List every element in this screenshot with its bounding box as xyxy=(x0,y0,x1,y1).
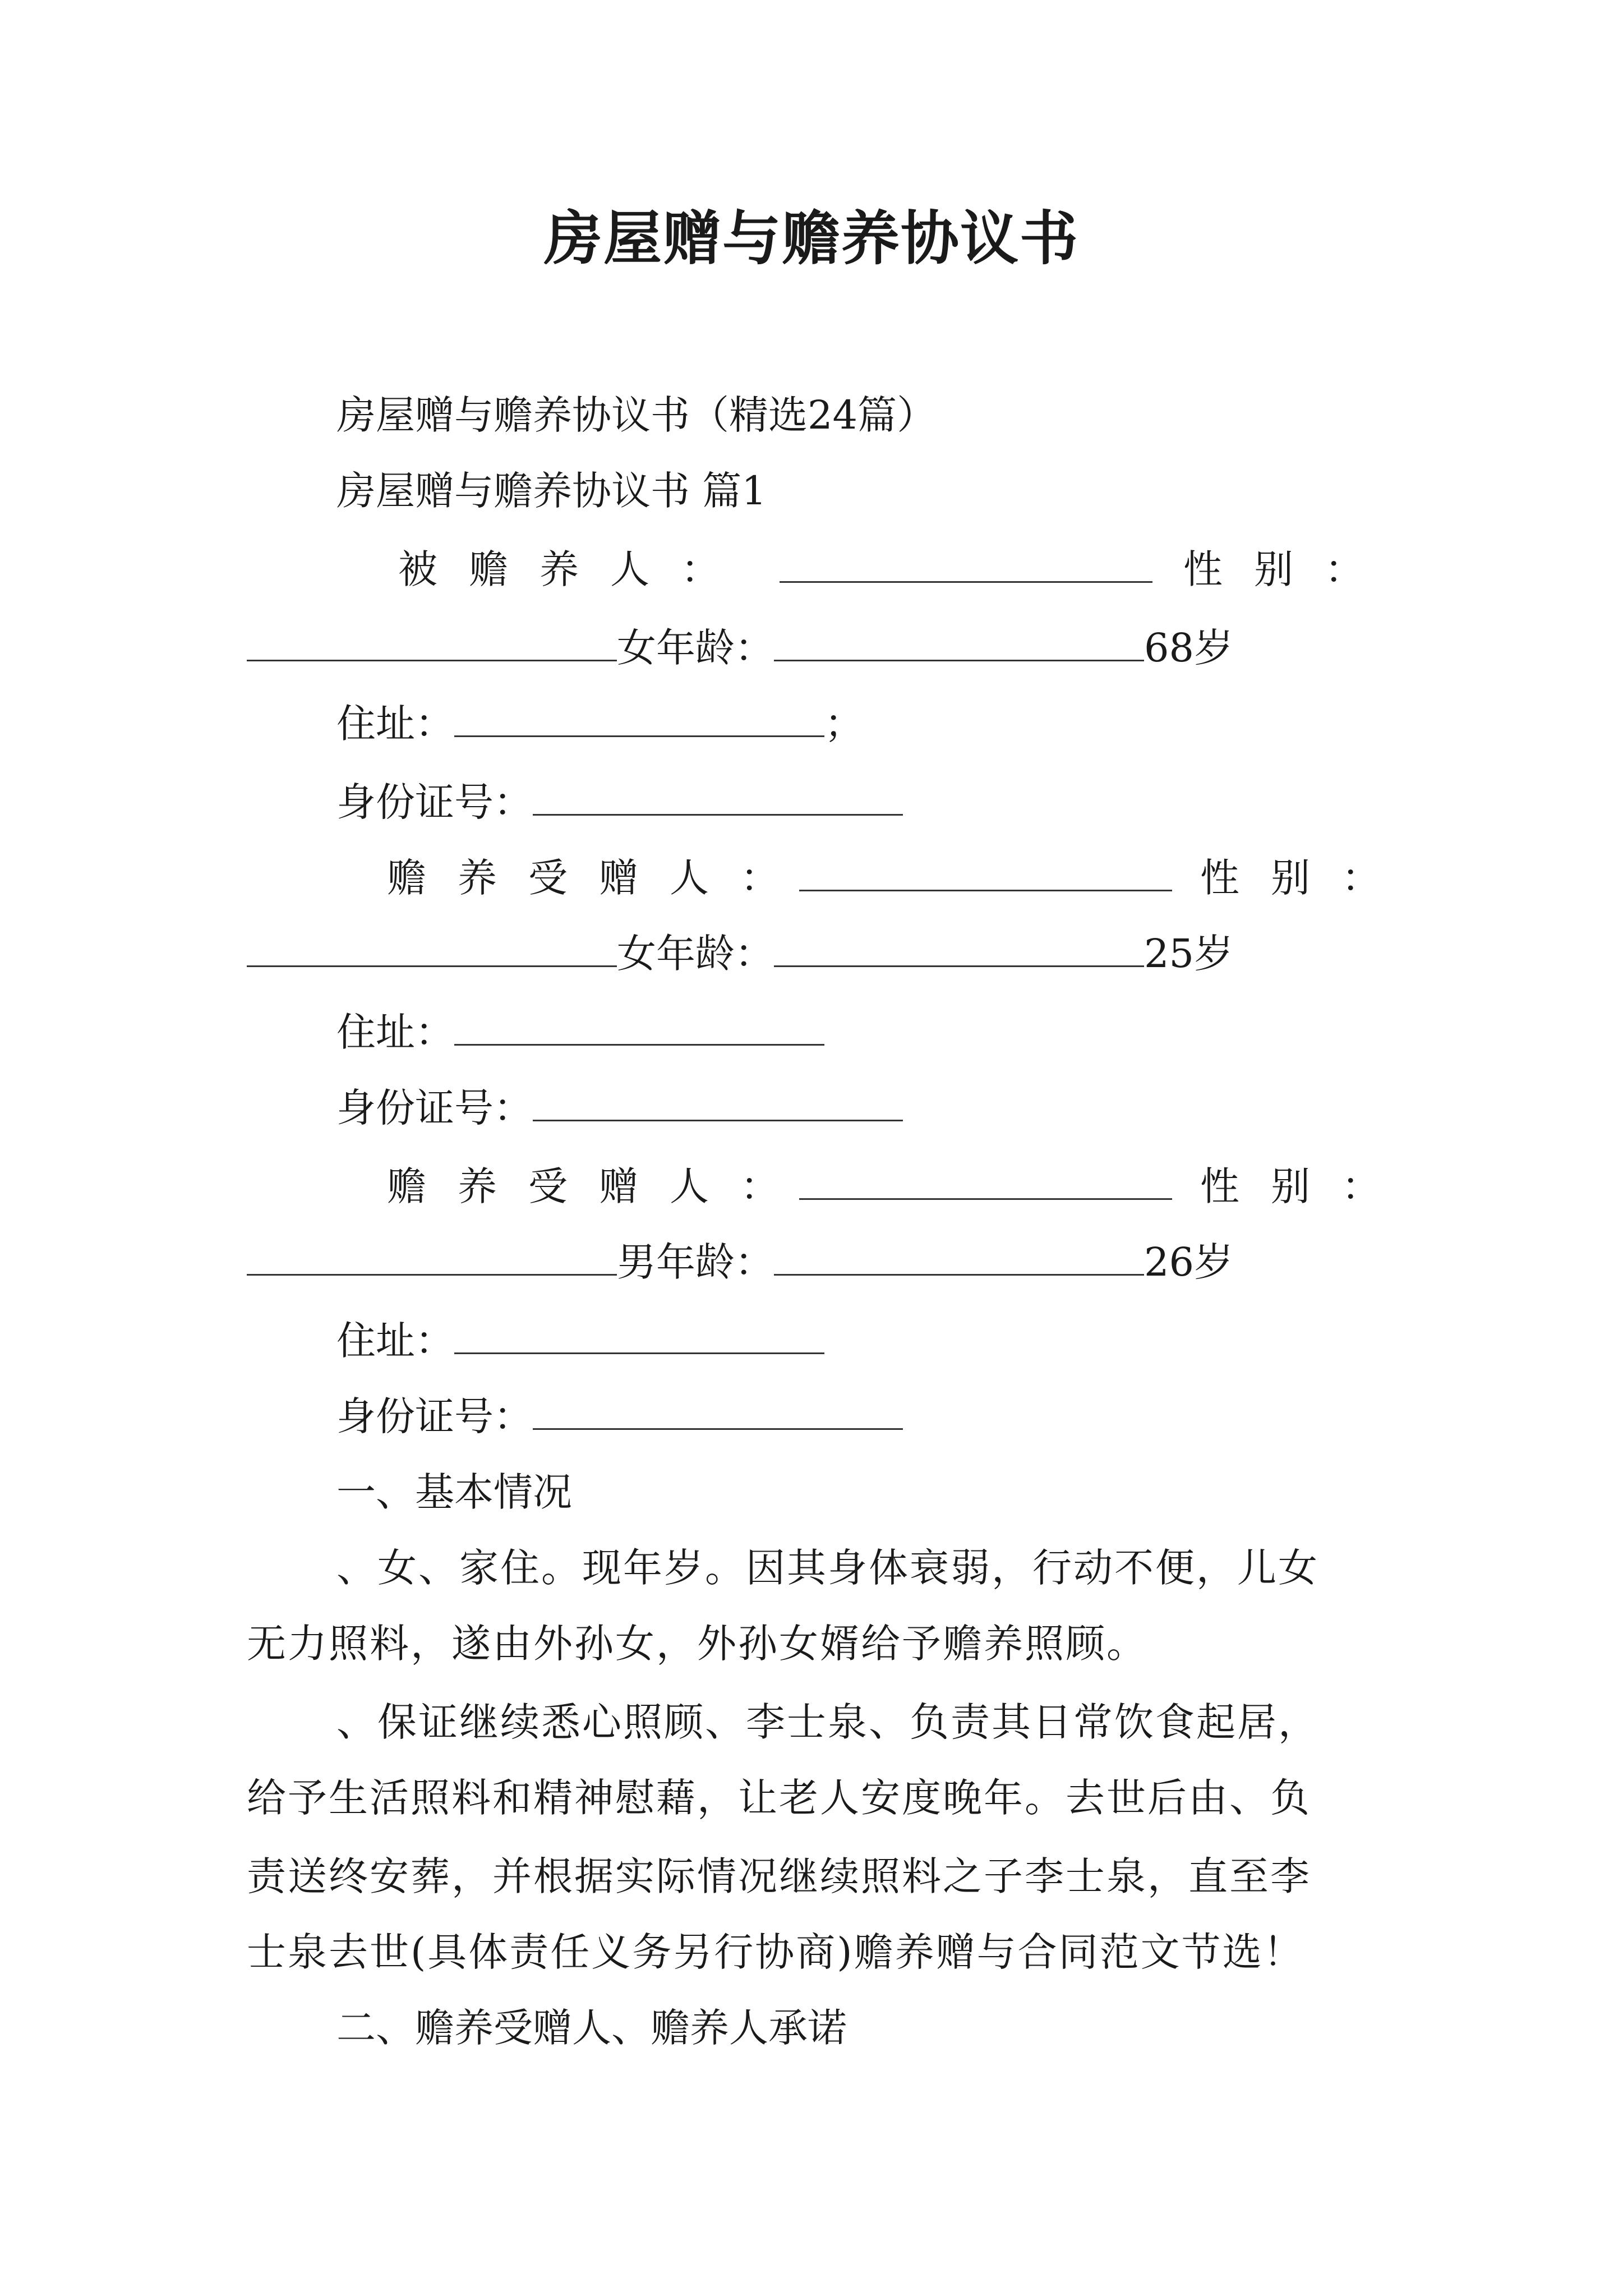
party2-id-blank xyxy=(533,1080,903,1121)
party3-gender-age: 男年龄： xyxy=(617,1239,774,1285)
party2-id-label: 身份证号： xyxy=(336,1085,533,1131)
party3-gender-label: 性别： xyxy=(1200,1163,1412,1209)
party1-gender-label: 性别： xyxy=(1183,546,1395,592)
para2-line1: 、保证继续悉心照顾、李士泉、负责其日常饮食起居， xyxy=(336,1699,1319,1745)
para1-line2: 无力照料，遂由外孙女，外孙女婿给予赡养照顾。 xyxy=(247,1621,1147,1667)
party2-gender-label: 性别： xyxy=(1200,855,1412,901)
party1-gender-blank xyxy=(247,620,617,661)
party3-age-blank xyxy=(774,1235,1144,1276)
party2-address-row xyxy=(336,1004,824,1060)
para2-line3: 责送终安葬，并根据实际情况继续照料之子李士泉，直至李 xyxy=(247,1853,1311,1899)
party3-gender-blank xyxy=(247,1235,617,1276)
party2-age-blank xyxy=(774,926,1144,967)
para1-line1: 、女、家住。现年岁。因其身体衰弱，行动不便，儿女 xyxy=(336,1545,1319,1591)
party3-address-row xyxy=(336,1313,824,1369)
party2-gender-age: 女年龄： xyxy=(617,931,774,977)
party1-id-blank xyxy=(533,775,903,816)
party2-address-blank xyxy=(454,1005,824,1046)
party3-id-label: 身份证号： xyxy=(336,1393,533,1439)
party1-address-end: ； xyxy=(824,701,864,747)
party1-address-row xyxy=(336,696,864,752)
party1-age-blank xyxy=(774,620,1144,661)
party2-label: 赡养受赠人： xyxy=(387,855,811,901)
party1-address-label: 住址： xyxy=(336,701,454,747)
party1-name-blank xyxy=(780,541,1152,597)
party2-age: 25岁 xyxy=(1144,931,1234,977)
party3-label: 赡养受赠人： xyxy=(387,1163,811,1209)
section2-heading: 二、赡养受赠人、赡养人承诺 xyxy=(336,2005,847,2051)
party3-id-row xyxy=(336,1388,903,1444)
para2-line4: 士泉去世(具体责任义务另行协商)赡养赠与合同范文节选！ xyxy=(247,1929,1304,1975)
party3-age: 26岁 xyxy=(1144,1239,1234,1285)
section1-heading: 一、基本情况 xyxy=(336,1469,572,1515)
party3-address-blank xyxy=(454,1313,824,1354)
party1-id-row xyxy=(336,774,903,830)
party1-address-blank xyxy=(454,696,824,737)
party2-gender-row xyxy=(247,926,1233,982)
party2-name-blank xyxy=(799,850,1172,906)
party1-id-label: 身份证号： xyxy=(336,779,533,825)
section-heading: 房屋赠与赡养协议书 篇1 xyxy=(336,468,767,514)
party2-id-row xyxy=(336,1080,903,1136)
party2-address-label: 住址： xyxy=(336,1009,454,1055)
party1-age: 68岁 xyxy=(1144,625,1234,671)
party3-name-blank xyxy=(799,1158,1172,1214)
para2-line2: 给予生活照料和精神慰藉，让老人安度晚年。去世后由、负 xyxy=(247,1775,1311,1821)
party1-gender-row xyxy=(247,620,1233,676)
party1-gender-age: 女年龄： xyxy=(617,625,774,671)
party3-id-blank xyxy=(533,1389,903,1430)
document-title: 房屋赠与赡养协议书 xyxy=(543,204,1079,273)
party3-gender-row xyxy=(247,1234,1233,1290)
party3-address-label: 住址： xyxy=(336,1318,454,1364)
subtitle: 房屋赠与赡养协议书（精选24篇） xyxy=(336,392,937,438)
party2-gender-blank xyxy=(247,926,617,967)
party1-label: 被赡养人： xyxy=(398,546,751,592)
